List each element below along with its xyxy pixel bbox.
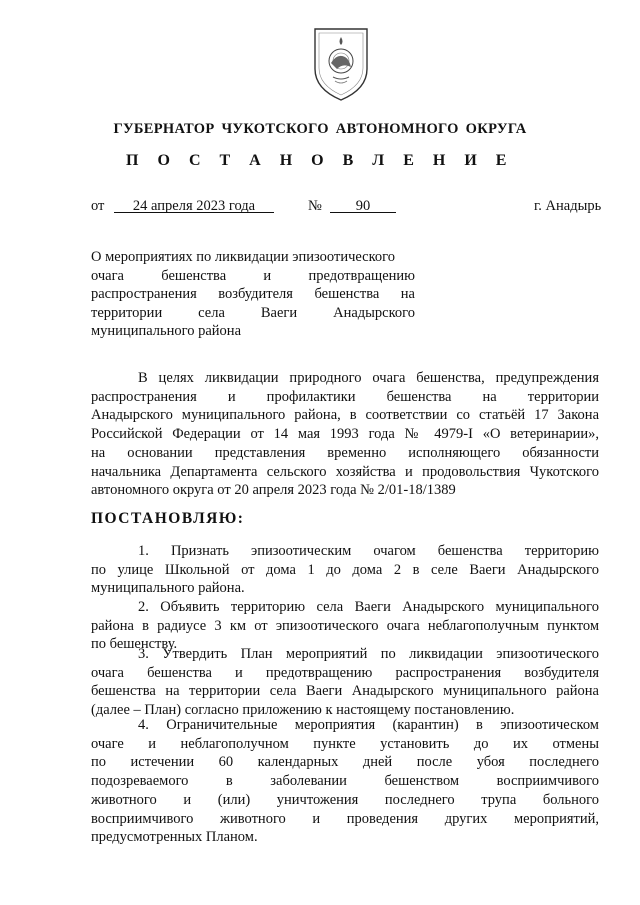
subject-line: муниципального района bbox=[91, 323, 241, 340]
subject-line: очага бешенства и предотвращению bbox=[91, 267, 415, 284]
preamble-line: на основании представления временно исполняющего обязанности bbox=[91, 444, 599, 461]
city: г. Анадырь bbox=[534, 198, 602, 214]
clause-line: бешенства на территории села Ваеги Анадырского муниципального района bbox=[91, 683, 599, 700]
clause-line: животного и (или) уничтожения последнего трупа больного bbox=[91, 791, 599, 808]
document-number: 90 bbox=[355, 198, 371, 214]
clause-line: 2. Объявить территорию села Ваеги Анадырского муниципального bbox=[138, 599, 599, 615]
preamble-line: Российской Федерации от 14 мая 1993 года № 4979-I «О ветеринарии», bbox=[91, 426, 599, 443]
clause-line: района в радиусе 3 км от эпизоотического очага неблагополучным пунктом bbox=[91, 617, 599, 634]
clause-line: очаге и неблагополучном пункте установить до их отмены bbox=[91, 735, 599, 752]
preamble-line: Анадырского муниципального района, в соответствии со статьёй 17 Закона bbox=[91, 407, 599, 424]
preamble-line: В целях ликвидации природного очага бешенства, предупреждения bbox=[138, 370, 599, 386]
date-underline bbox=[114, 212, 274, 213]
date-label: от bbox=[91, 198, 105, 214]
clause-line: (далее – План) согласно приложению к настоящему постановлению. bbox=[91, 702, 515, 719]
preamble-line: начальника Департамента сельского хозяйства и продовольствия Чукотского bbox=[91, 463, 599, 480]
subject-line: распространения возбудителя бешенства на bbox=[91, 286, 415, 303]
clause-line: по бешенству. bbox=[91, 636, 178, 653]
clause-line: восприимчивого животного и проведения других мероприятий, bbox=[91, 810, 599, 827]
clause-line: муниципального района. bbox=[91, 580, 245, 597]
clause-3 bbox=[91, 645, 599, 720]
chukotka-coat-of-arms-icon bbox=[309, 23, 373, 103]
clause-line: 1. Признать эпизоотическим очагом бешенства территорию bbox=[138, 543, 599, 559]
subject-line: О мероприятиях по ликвидации эпизоотического bbox=[91, 249, 395, 265]
clause-line: подозреваемого в заболевании бешенством восприимчивого bbox=[91, 773, 599, 790]
subject-line: территории села Ваеги Анадырского bbox=[91, 304, 415, 321]
clause-1 bbox=[91, 542, 599, 598]
clause-line: предусмотренных Планом. bbox=[91, 829, 258, 846]
clause-line: по улице Школьной от дома 1 до дома 2 в селе Ваеги Анадырского bbox=[91, 561, 599, 578]
preamble-line: автономного округа от 20 апреля 2023 года № 2/01-18/1389 bbox=[91, 482, 456, 499]
number-underline bbox=[330, 212, 396, 213]
clause-line: очага бешенства и предотвращению распространения возбудителя bbox=[91, 664, 599, 681]
clause-line: 3. Утвердить План мероприятий по ликвидации эпизоотического bbox=[138, 646, 599, 662]
clause-line: по истечении 60 календарных дней после убоя последнего bbox=[91, 754, 599, 771]
number-label: № bbox=[308, 198, 322, 214]
preamble bbox=[91, 369, 599, 500]
organization-title: ГУБЕРНАТОР ЧУКОТСКОГО АВТОНОМНОГО ОКРУГА bbox=[113, 121, 527, 137]
document-type: П О С Т А Н О В Л Е Н И Е bbox=[126, 152, 514, 169]
resolve-heading: ПОСТАНОВЛЯЮ: bbox=[91, 510, 245, 527]
document-subject bbox=[91, 248, 415, 341]
preamble-line: распространения и профилактики бешенства на территории bbox=[91, 388, 599, 405]
clause-4 bbox=[91, 716, 599, 847]
document-date: 24 апреля 2023 года bbox=[132, 198, 256, 214]
clause-line: 4. Ограничительные мероприятия (карантин) в эпизоотическом bbox=[138, 717, 599, 733]
